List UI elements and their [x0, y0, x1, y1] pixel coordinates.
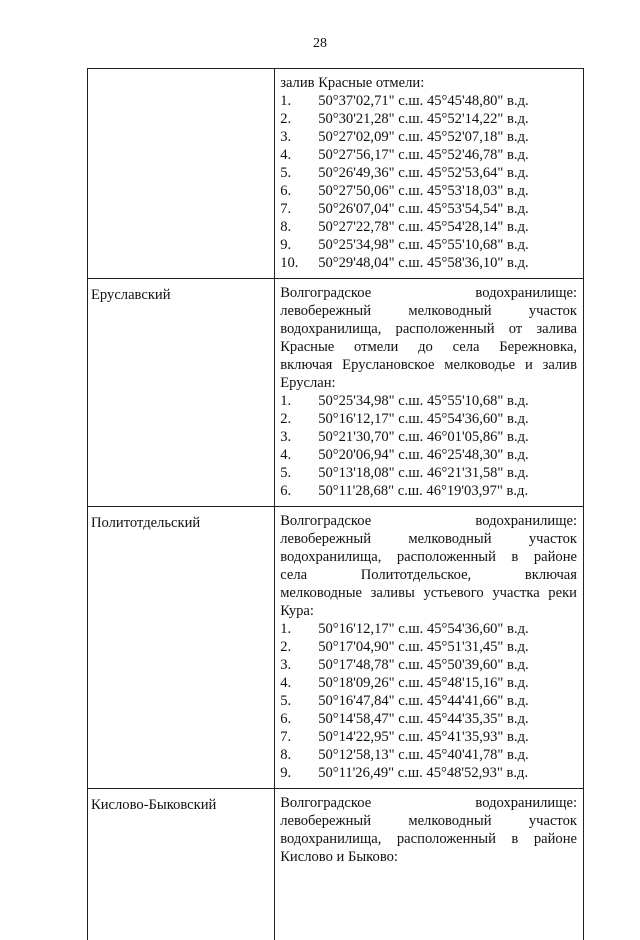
- coordinate-point: [280, 128, 577, 146]
- point-coordinates: 50°16'12,17" с.ш. 45°54'36,60" в.д.: [318, 620, 528, 638]
- description-line: водохранилища, расположенный от залива: [280, 320, 577, 338]
- description-line: залив Красные отмели:: [280, 74, 577, 92]
- coordinate-point: [280, 110, 577, 128]
- zone-name: [91, 76, 274, 94]
- description-line: водохранилища, расположенный в районе: [280, 548, 577, 566]
- point-number: 3.: [280, 428, 318, 446]
- point-number: 1.: [280, 620, 318, 638]
- zone-description-cell: [275, 789, 584, 940]
- point-coordinates: 50°17'04,90" с.ш. 45°51'31,45" в.д.: [318, 638, 528, 656]
- description-line: Волгоградское водохранилище:: [280, 794, 577, 812]
- zone-row: [88, 69, 584, 279]
- point-coordinates: 50°12'58,13" с.ш. 45°40'41,78" в.д.: [318, 746, 528, 764]
- point-coordinates: 50°21'30,70" с.ш. 46°01'05,86" в.д.: [318, 428, 528, 446]
- description-line: левобережный мелководный участок: [280, 530, 577, 548]
- point-number: 2.: [280, 638, 318, 656]
- point-coordinates: 50°27'22,78" с.ш. 45°54'28,14" в.д.: [318, 218, 528, 236]
- point-number: 1.: [280, 392, 318, 410]
- coordinate-point: [280, 482, 577, 500]
- point-number: 4.: [280, 446, 318, 464]
- point-number: 3.: [280, 656, 318, 674]
- coordinate-point: [280, 656, 577, 674]
- coordinate-point: [280, 236, 577, 254]
- point-number: 10.: [280, 254, 318, 272]
- point-coordinates: 50°20'06,94" с.ш. 46°25'48,30" в.д.: [318, 446, 528, 464]
- point-number: 5.: [280, 164, 318, 182]
- description-line: Кислово и Быково:: [280, 848, 577, 866]
- point-number: 8.: [280, 746, 318, 764]
- coordinate-point: [280, 764, 577, 782]
- zone-name-cell: [88, 507, 275, 789]
- point-coordinates: 50°25'34,98" с.ш. 45°55'10,68" в.д.: [318, 236, 528, 254]
- description-line: Волгоградское водохранилище:: [280, 512, 577, 530]
- point-coordinates: 50°29'48,04" с.ш. 45°58'36,10" в.д.: [318, 254, 528, 272]
- point-number: 9.: [280, 236, 318, 254]
- coordinate-point: [280, 182, 577, 200]
- point-coordinates: 50°11'26,49" с.ш. 45°48'52,93" в.д.: [318, 764, 528, 782]
- point-coordinates: 50°16'47,84" с.ш. 45°44'41,66" в.д.: [318, 692, 528, 710]
- page-number: 28: [0, 36, 640, 52]
- point-number: 6.: [280, 710, 318, 728]
- coordinate-point: [280, 638, 577, 656]
- coordinate-point: [280, 710, 577, 728]
- point-number: 2.: [280, 410, 318, 428]
- coordinate-point: [280, 92, 577, 110]
- point-coordinates: 50°30'21,28" с.ш. 45°52'14,22" в.д.: [318, 110, 528, 128]
- zone-name: Еруславский: [91, 286, 274, 304]
- point-coordinates: 50°13'18,08" с.ш. 46°21'31,58" в.д.: [318, 464, 528, 482]
- point-coordinates: 50°37'02,71" с.ш. 45°45'48,80" в.д.: [318, 92, 528, 110]
- zone-name: Кислово-Быковский: [91, 796, 274, 814]
- zone-name: Политотдельский: [91, 514, 274, 532]
- description-line: мелководные заливы устьевого участка реки: [280, 584, 577, 602]
- description-line: села Политотдельское, включая: [280, 566, 577, 584]
- coordinate-point: [280, 692, 577, 710]
- description-line: Еруслан:: [280, 374, 577, 392]
- coordinate-point: [280, 164, 577, 182]
- point-number: 3.: [280, 128, 318, 146]
- point-coordinates: 50°27'56,17" с.ш. 45°52'46,78" в.д.: [318, 146, 528, 164]
- point-number: 5.: [280, 692, 318, 710]
- description-line: Красные отмели до села Бережновка,: [280, 338, 577, 356]
- coordinate-point: [280, 446, 577, 464]
- point-coordinates: 50°27'50,06" с.ш. 45°53'18,03" в.д.: [318, 182, 528, 200]
- point-number: 4.: [280, 674, 318, 692]
- coordinate-point: [280, 254, 577, 272]
- zone-name-cell: [88, 279, 275, 507]
- zone-description-cell: [275, 69, 584, 279]
- zone-row: [88, 507, 584, 789]
- zone-row: [88, 789, 584, 940]
- point-number: 4.: [280, 146, 318, 164]
- point-coordinates: 50°17'48,78" с.ш. 45°50'39,60" в.д.: [318, 656, 528, 674]
- coordinate-point: [280, 218, 577, 236]
- point-coordinates: 50°27'02,09" с.ш. 45°52'07,18" в.д.: [318, 128, 528, 146]
- description-line: Волгоградское водохранилище:: [280, 284, 577, 302]
- coordinate-point: [280, 392, 577, 410]
- coordinate-point: [280, 746, 577, 764]
- point-coordinates: 50°18'09,26" с.ш. 45°48'15,16" в.д.: [318, 674, 528, 692]
- description-line: включая Еруслановское мелководье и залив: [280, 356, 577, 374]
- coordinate-point: [280, 728, 577, 746]
- point-coordinates: 50°11'28,68" с.ш. 46°19'03,97" в.д.: [318, 482, 528, 500]
- coordinate-point: [280, 674, 577, 692]
- coordinate-point: [280, 464, 577, 482]
- point-number: 5.: [280, 464, 318, 482]
- point-coordinates: 50°14'58,47" с.ш. 45°44'35,35" в.д.: [318, 710, 528, 728]
- point-number: 1.: [280, 92, 318, 110]
- point-coordinates: 50°26'07,04" с.ш. 45°53'54,54" в.д.: [318, 200, 528, 218]
- coordinate-point: [280, 620, 577, 638]
- point-coordinates: 50°26'49,36" с.ш. 45°52'53,64" в.д.: [318, 164, 528, 182]
- coordinate-point: [280, 146, 577, 164]
- point-number: 7.: [280, 200, 318, 218]
- coordinate-point: [280, 410, 577, 428]
- point-number: 8.: [280, 218, 318, 236]
- description-line: левобережный мелководный участок: [280, 812, 577, 830]
- zone-description-cell: [275, 507, 584, 789]
- description-line: левобережный мелководный участок: [280, 302, 577, 320]
- point-coordinates: 50°16'12,17" с.ш. 45°54'36,60" в.д.: [318, 410, 528, 428]
- point-number: 9.: [280, 764, 318, 782]
- description-line: Кура:: [280, 602, 577, 620]
- coordinate-point: [280, 428, 577, 446]
- zones-table: [87, 68, 584, 940]
- point-number: 6.: [280, 482, 318, 500]
- point-coordinates: 50°14'22,95" с.ш. 45°41'35,93" в.д.: [318, 728, 528, 746]
- zones-table-body: [88, 69, 584, 940]
- coordinate-point: [280, 200, 577, 218]
- zone-name-cell: [88, 789, 275, 940]
- point-number: 2.: [280, 110, 318, 128]
- point-coordinates: 50°25'34,98" с.ш. 45°55'10,68" в.д.: [318, 392, 528, 410]
- zone-description-cell: [275, 279, 584, 507]
- description-line: водохранилища, расположенный в районе: [280, 830, 577, 848]
- zone-name-cell: [88, 69, 275, 279]
- point-number: 7.: [280, 728, 318, 746]
- zone-row: [88, 279, 584, 507]
- point-number: 6.: [280, 182, 318, 200]
